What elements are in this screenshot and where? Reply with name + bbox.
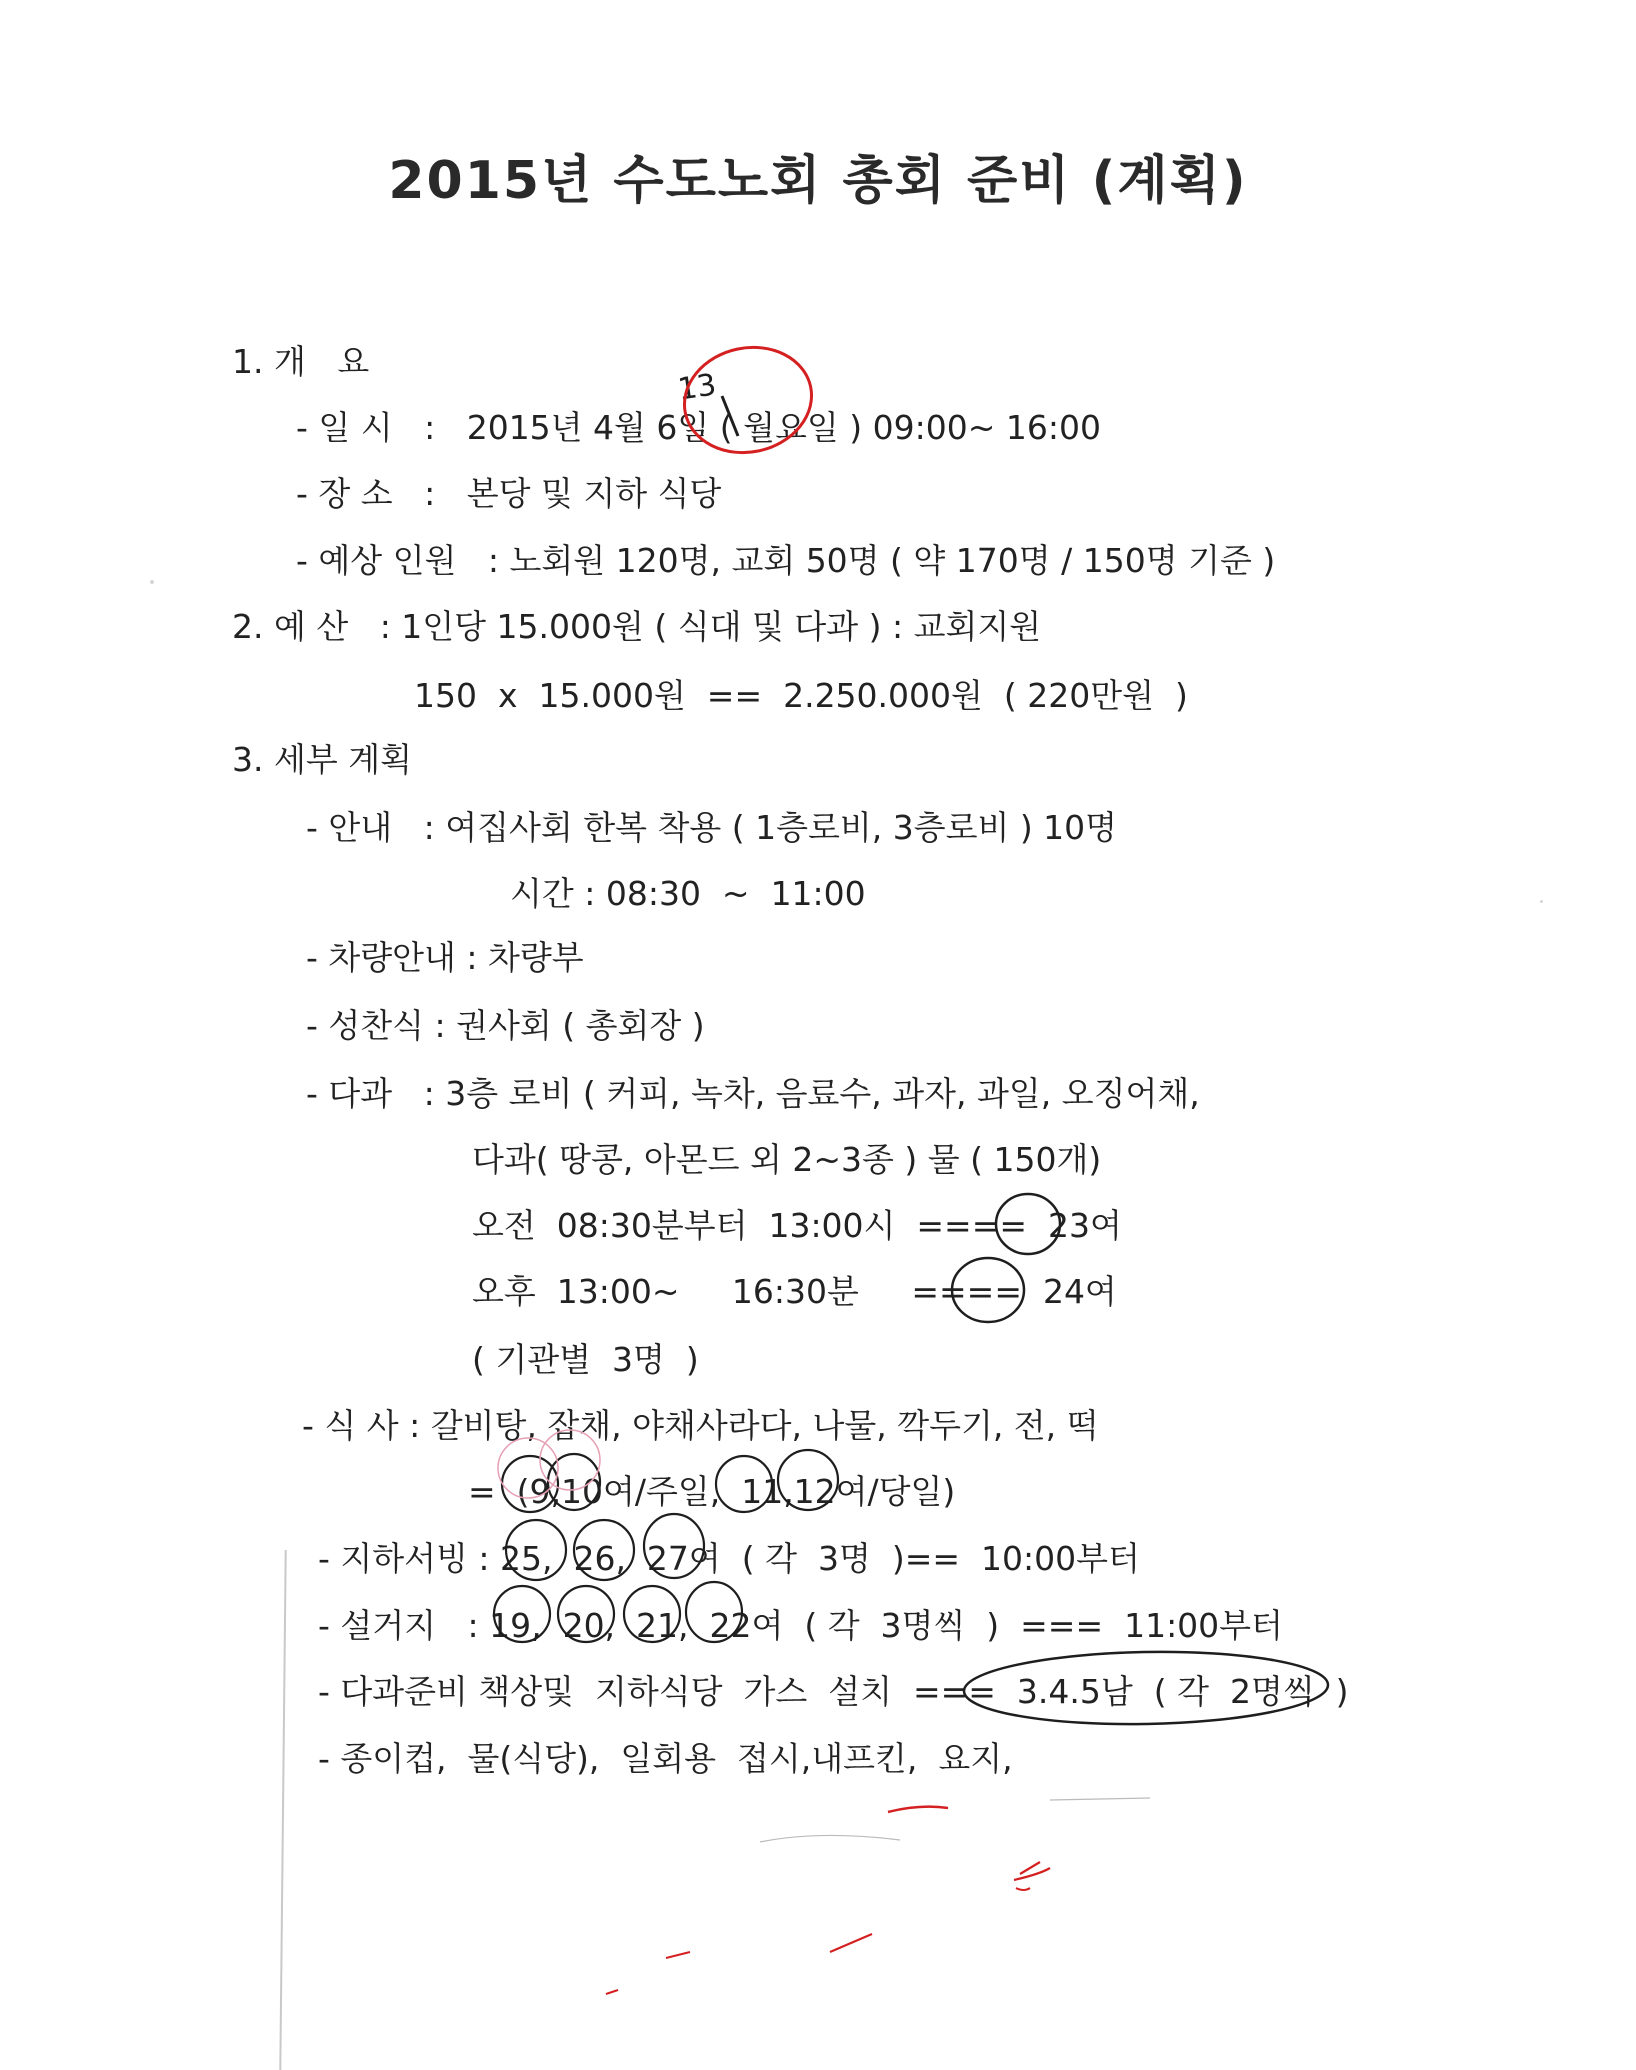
item-date: - 일 시 : 2015년 4월 6일 ( 월요일 ) 09:00~ 16:00 [296,408,1101,447]
pencil-scribble-mark [760,1798,1150,1842]
item-basement-serving: - 지하서빙 : 25, 26, 27여 ( 각 3명 )== 10:00부터 [318,1539,1140,1578]
item-attendance: - 예상 인원 : 노회원 120명, 교회 50명 ( 약 170명 / 150명 기준 ) [296,541,1276,580]
meal-assignment: = (9,10여/주일, 11,12여/당일) [468,1472,956,1511]
budget-calculation: 150 x 15.000원 == 2.250.000원 ( 220만원 ) [414,676,1188,715]
item-guide: - 안내 : 여집사회 한복 착용 ( 1층로비, 3층로비 ) 10명 [306,808,1118,847]
section-heading-overview: 1. 개 요 [232,342,370,381]
item-supplies: - 종이컵, 물(식당), 일회용 접시,내프킨, 요지, [318,1739,1013,1778]
document-title: 2015년 수도노회 총회 준비 (계획) [388,151,1248,211]
item-setup: - 다과준비 책상및 지하식당 가스 설치 === 3.4.5남 ( 각 2명씩 ) [318,1672,1349,1711]
guide-time: 시간 : 08:30 ~ 11:00 [510,874,866,913]
refreshments-morning: 오전 08:30분부터 13:00시 ==== 23여 [472,1206,1122,1245]
red-scribble-mark [888,1807,948,1812]
scan-edge-line [279,1550,286,2070]
item-meal: - 식 사 : 갈비탕, 잡채, 야채사라다, 나물, 깍두기, 전, 떡 [302,1406,1099,1445]
item-dishwashing: - 설거지 : 19, 20, 21, 22여 ( 각 3명씩 ) === 11:00부터 [318,1606,1283,1645]
item-place: - 장 소 : 본당 및 지하 식당 [296,474,722,513]
handwritten-day-correction: 13 [675,367,719,408]
red-scribble-mark [1016,1888,1030,1890]
item-refreshments: - 다과 : 3층 로비 ( 커피, 녹차, 음료수, 과자, 과일, 오징어채, [306,1074,1200,1113]
section-heading-budget: 2. 예 산 : 1인당 15.000원 ( 식대 및 다과 ) : 교회지원 [232,607,1042,646]
red-scribble-mark [666,1952,690,1958]
refreshments-detail: 다과( 땅콩, 아몬드 외 2~3종 ) 물 ( 150개) [472,1140,1102,1179]
red-scribble-mark [606,1990,618,1994]
red-scribble-mark [1014,1862,1050,1880]
scan-speck [150,580,154,584]
item-communion: - 성찬식 : 권사회 ( 총회장 ) [306,1006,705,1045]
section-heading-plan: 3. 세부 계획 [232,740,412,779]
refreshments-staff: ( 기관별 3명 ) [472,1340,699,1379]
item-vehicle: - 차량안내 : 차량부 [306,938,584,977]
red-scribble-mark [830,1934,872,1952]
refreshments-afternoon: 오후 13:00~ 16:30분 ==== 24여 [472,1272,1117,1311]
scan-speck [1540,900,1543,903]
